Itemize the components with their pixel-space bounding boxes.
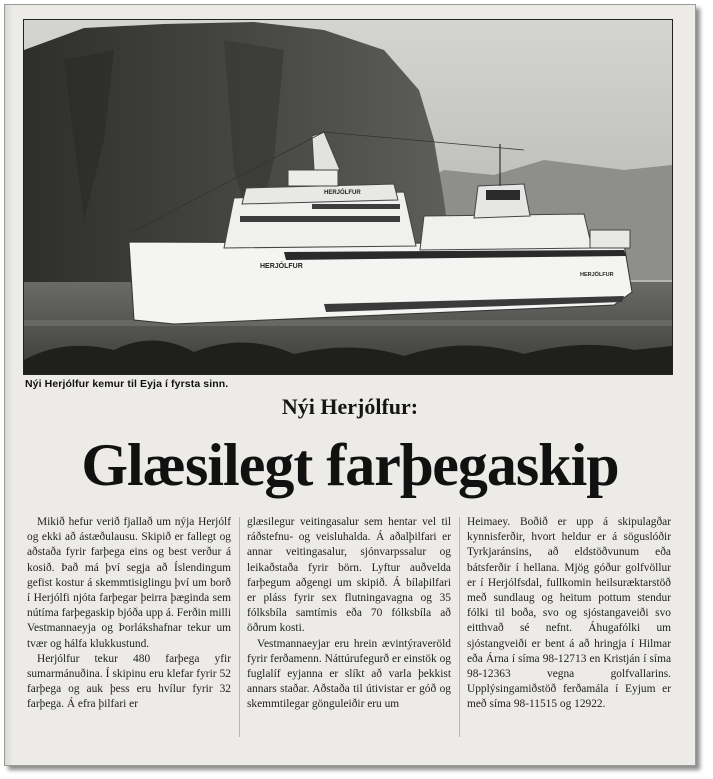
ship-name-bow: HERJÓLFUR (260, 263, 303, 270)
photo-caption: Nýi Herjólfur kemur til Eyja í fyrsta sinn. (25, 378, 229, 390)
page-shadow-edge (5, 5, 13, 765)
paragraph: Heimaey. Boðið er upp á skipulagðar kynnisferðir, hvort heldur er á söguslóðir Tyrkjaránsins, að eldstöðvunum eða bátsferðir í hellana. Mjög góður golfvöllur er í Herjólfsdal, fullkomin heilsuræktarstöð með sundlaug og heitum pottum stendur fólki til boða, svo og sjóstangaveiði svo eitthvað sé nefnt. Áhugafólki um sjóstangveiði er bent á að hringja í Hilmar eða Árna í síma 98-12713 en Kristján í síma 98-12363 vegna golfvallarins. Upplýsingamiðstöð ferðamála í Eyjum er með síma 98-11515 og 12922. (467, 516, 671, 711)
ship-name-bridge: HERJÓLFUR (324, 190, 361, 196)
paragraph: Vestmannaeyjar eru hrein ævintýraveröld fyrir ferðamenn. Náttúrufegurð er einstök og fuglalíf eyjanna er slíkt að varla þekkist annars staðar. Aðstaða til útivistar er góð og skemmtilegar gönguleiðir eru um (247, 637, 451, 711)
article-column-2 (247, 515, 451, 713)
article-headline: Glæsilegt farþegaskip (81, 432, 619, 498)
paragraph: Herjólfur tekur 480 farþega yfir sumarmánuðina. Í skipinu eru klefar fyrir 52 farþega og auk þess eru hvílur fyrir 32 farþega. Á efra þilfari er (27, 652, 231, 711)
paragraph: glæsilegur veitingasalur sem hentar vel til ráðstefnu- og veisluhalda. Á aðalþilfari er annar veitingasalur, sjónvarpssalur og leikaðstaða fyrir börn. Lyftur auðvelda farþegum aðgengi um skipið. Á bílaþilfari er pláss fyrir sex flutningavagna og 35 fólksbíla samtímis eða 70 fólksbíla að öðrum kosti. (247, 516, 451, 635)
ship-name-stern: HERJÓLFUR (580, 272, 614, 278)
article-kicker: Nýi Herjólfur: (281, 394, 419, 419)
column-divider (239, 517, 240, 737)
column-divider (459, 517, 460, 737)
ship-photo (23, 19, 673, 375)
ship-photo-illustration (24, 20, 672, 374)
article-column-1 (27, 515, 231, 713)
newspaper-clipping (4, 4, 696, 766)
paragraph: Mikið hefur verið fjallað um nýja Herjólf og ekki að ástæðulausu. Skipið er fallegt og aðstaða fyrir farþega eins og best verður á kosið. Það má því segja að Íslendingum gefist kostur á skemmtisiglingu því um borð í Herjólfi njóta farþegar þeirra þæginda sem nútíma farþegaskip bjóða upp á. Ferðin milli Vestmannaeyja og Þorlákshafnar tekur um tvær og hálfa klukkustund. (27, 516, 231, 650)
article-column-3 (467, 515, 671, 713)
